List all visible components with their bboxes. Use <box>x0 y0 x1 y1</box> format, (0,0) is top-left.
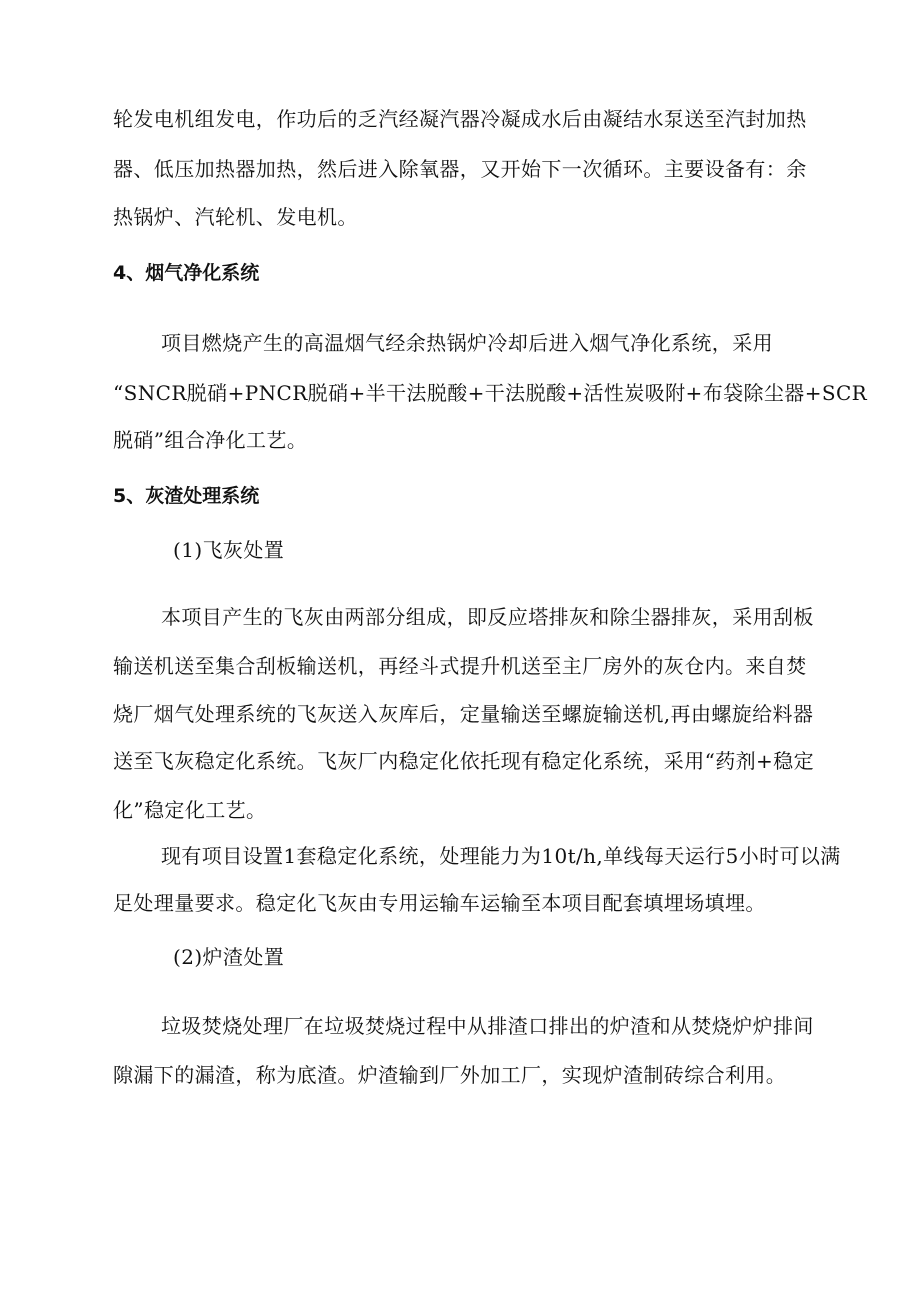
paragraph-line: 垃圾焚烧处理厂在垃圾焚烧过程中从排渣口排出的炉渣和从焚烧炉炉排间 <box>161 1014 814 1038</box>
paragraph-line: 隙漏下的漏渣，称为底渣。炉渣输到厂外加工厂，实现炉渣制砖综合利用。 <box>113 1063 787 1087</box>
paragraph-line: 项目燃烧产生的高温烟气经余热锅炉冷却后进入烟气净化系统，采用 <box>161 331 773 355</box>
paragraph-line: 化”稳定化工艺。 <box>113 798 267 822</box>
paragraph-line: 输送机送至集合刮板输送机，再经斗式提升机送至主厂房外的灰仓内。来自焚 <box>113 654 807 678</box>
paragraph-line: 轮发电机组发电，作功后的乏汽经凝汽器冷凝成水后由凝结水泵送至汽封加热 <box>113 107 807 131</box>
paragraph-line: 现有项目设置1套稳定化系统，处理能力为10t/h,单线每天运行5小时可以满 <box>161 844 841 868</box>
paragraph-line: 器、低压加热器加热，然后进入除氧器，又开始下一次循环。主要设备有：余 <box>113 157 807 181</box>
paragraph-line: 脱硝”组合净化工艺。 <box>113 428 308 452</box>
paragraph-line: “SNCR脱硝+PNCR脱硝+半干法脱酸+干法脱酸+活性炭吸附+布袋除尘器+SCR <box>113 381 868 405</box>
subsection-heading: (1)飞灰处置 <box>173 538 285 562</box>
paragraph-line: 本项目产生的飞灰由两部分组成，即反应塔排灰和除尘器排灰，采用刮板 <box>161 605 814 629</box>
paragraph-line: 烧厂烟气处理系统的飞灰送入灰库后，定量输送至螺旋输送机,再由螺旋给料器 <box>113 702 814 726</box>
paragraph-line: 热锅炉、汽轮机、发电机。 <box>113 205 358 229</box>
paragraph-line: 足处理量要求。稳定化飞灰由专用运输车运输至本项目配套填埋场填埋。 <box>113 891 766 915</box>
paragraph-line: 送至飞灰稳定化系统。飞灰厂内稳定化依托现有稳定化系统，采用“药剂+稳定 <box>113 749 814 773</box>
subsection-heading: (2)炉渣处置 <box>173 945 285 969</box>
section-heading: 4、烟气净化系统 <box>113 262 260 284</box>
section-heading: 5、灰渣处理系统 <box>113 485 260 507</box>
